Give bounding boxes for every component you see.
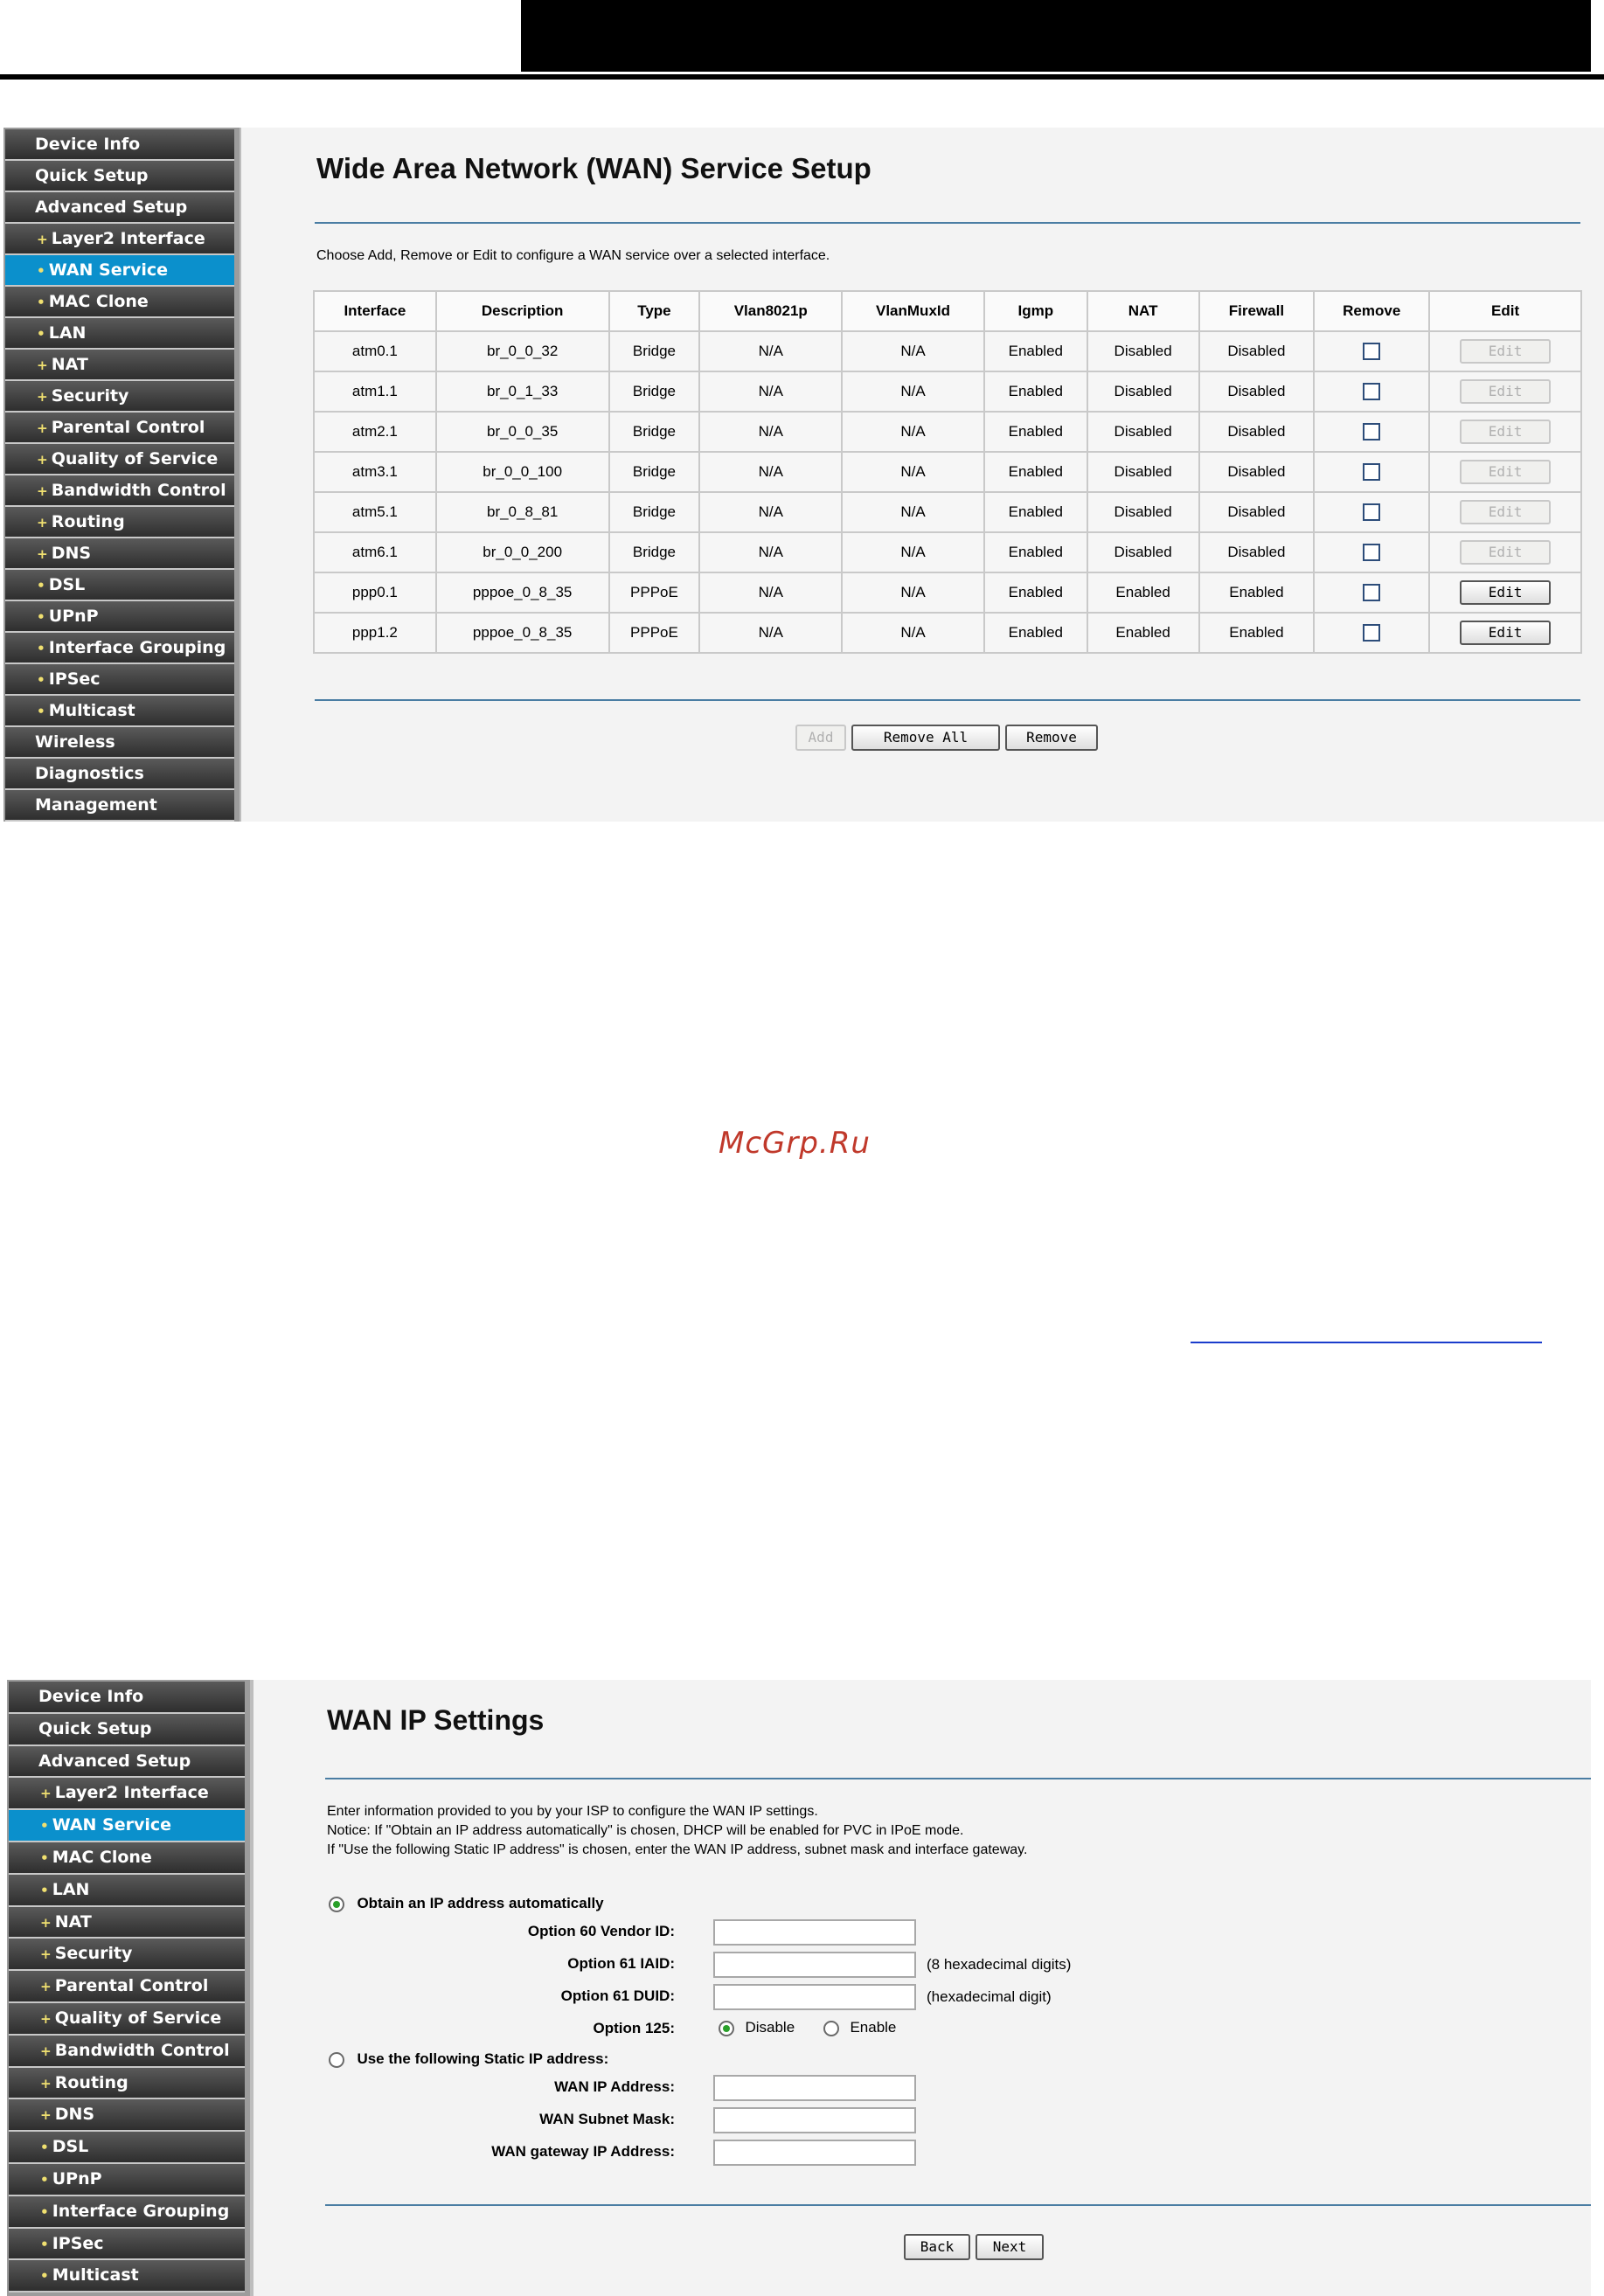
expand-icon: + xyxy=(40,1786,52,1802)
expand-icon: + xyxy=(37,232,48,247)
sidebar-item-label: Quality of Service xyxy=(54,2008,222,2028)
option60-label: Option 60 Vendor ID: xyxy=(527,1923,675,1939)
wan-ip-intro-3: If "Use the following Static IP address" is chosen, enter the WAN IP address, subnet mask and interface gateway. xyxy=(327,1842,1028,1857)
sidebar-item-interface-grouping[interactable] xyxy=(5,633,234,664)
expand-icon: + xyxy=(40,1979,52,1995)
option125-enable-label: Enable xyxy=(850,2019,897,2036)
cell-edit xyxy=(1429,613,1581,653)
cell-edit xyxy=(1429,452,1581,492)
cell-remove xyxy=(1314,371,1429,412)
cell-remove xyxy=(1314,452,1429,492)
cell-interface: atm0.1 xyxy=(314,331,436,371)
cell-vlan8021p: N/A xyxy=(699,331,842,371)
cell-type: Bridge xyxy=(609,452,700,492)
sidebar-item-label: MAC Clone xyxy=(52,1848,152,1867)
remove-checkbox[interactable] xyxy=(1363,463,1380,481)
cell-vlan8021p: N/A xyxy=(699,532,842,572)
cell-description: pppoe_0_8_35 xyxy=(436,572,609,613)
cell-remove xyxy=(1314,613,1429,653)
sidebar-item-label: Quality of Service xyxy=(51,449,219,468)
cell-interface: atm5.1 xyxy=(314,492,436,532)
obtain-auto-label: Obtain an IP address automatically xyxy=(357,1895,604,1911)
remove-checkbox[interactable] xyxy=(1363,383,1380,400)
title-divider xyxy=(315,222,1580,224)
wan-gateway-input[interactable] xyxy=(713,2140,916,2166)
page-title: Wide Area Network (WAN) Service Setup xyxy=(316,152,871,184)
cell-description: br_0_1_33 xyxy=(436,371,609,412)
wan-ip-intro-1: Enter information provided to you by your ISP to configure the WAN IP settings. xyxy=(327,1804,818,1819)
edit-button[interactable]: Edit xyxy=(1460,621,1551,645)
sidebar-item-label: IPSec xyxy=(52,2233,104,2253)
sidebar-item-parental-control[interactable] xyxy=(5,413,234,444)
sidebar2-item-interface-grouping[interactable] xyxy=(9,2196,245,2229)
sidebar-item-label: Security xyxy=(54,1944,133,1964)
bullet-icon: • xyxy=(37,641,45,656)
cell-type: Bridge xyxy=(609,371,700,412)
column-header-type: Type xyxy=(609,291,700,331)
sidebar-item-management[interactable] xyxy=(5,790,234,822)
bullet-icon: • xyxy=(40,1850,49,1866)
sidebar-item-wan-service[interactable] xyxy=(5,255,234,287)
table-row xyxy=(314,331,1581,371)
bullet-icon: • xyxy=(37,672,45,688)
sidebar-item-advanced-setup[interactable] xyxy=(5,192,234,224)
bullet-icon: • xyxy=(40,1818,49,1835)
cell-interface: ppp0.1 xyxy=(314,572,436,613)
sidebar-item-bandwidth-control[interactable] xyxy=(5,475,234,507)
sidebar-item-label: Security xyxy=(51,386,129,406)
option60-input[interactable] xyxy=(713,1919,916,1946)
sidebar-item-label: WAN Service xyxy=(52,1815,172,1835)
sidebar2-item-dsl[interactable] xyxy=(9,2132,245,2164)
sidebar2-item-bandwidth-control[interactable] xyxy=(9,2036,245,2068)
sidebar-item-ipsec[interactable] xyxy=(5,664,234,696)
sidebar-item-diagnostics[interactable] xyxy=(5,759,234,790)
sidebar2-item-routing[interactable] xyxy=(9,2068,245,2100)
sidebar-item-label: Parental Control xyxy=(51,418,205,437)
cell-type: Bridge xyxy=(609,412,700,452)
sidebar-item-label: LAN xyxy=(48,323,87,343)
cell-vlan8021p: N/A xyxy=(699,572,842,613)
option61-duid-hint: (hexadecimal digit) xyxy=(927,1988,1052,2005)
column-header-vlanmuxid: VlanMuxId xyxy=(842,291,984,331)
sidebar-item-label: NAT xyxy=(54,1911,92,1932)
sidebar2-item-device-info[interactable] xyxy=(9,1682,245,1714)
table-row xyxy=(314,371,1581,412)
expand-icon: + xyxy=(40,2043,52,2059)
cell-igmp: Enabled xyxy=(984,532,1087,572)
sidebar2-item-lan[interactable] xyxy=(9,1875,245,1907)
wan-ip-intro-2: Notice: If "Obtain an IP address automatically" is chosen, DHCP will be enabled for PVC in IPoE mode. xyxy=(327,1823,964,1838)
intro-text: Choose Add, Remove or Edit to configure a WAN service over a selected interface. xyxy=(316,248,830,263)
cell-nat: Disabled xyxy=(1087,371,1199,412)
cell-nat: Disabled xyxy=(1087,452,1199,492)
sidebar-item-label: Management xyxy=(35,795,157,815)
sidebar2-item-security[interactable] xyxy=(9,1939,245,1971)
cell-edit xyxy=(1429,532,1581,572)
table-divider xyxy=(315,699,1580,701)
cell-firewall: Enabled xyxy=(1199,613,1315,653)
remove-all-button[interactable]: Remove All xyxy=(851,725,1000,751)
sidebar-item-multicast[interactable] xyxy=(5,696,234,727)
cell-remove xyxy=(1314,532,1429,572)
cell-remove xyxy=(1314,331,1429,371)
option125-label: Option 125: xyxy=(593,2020,675,2036)
obtain-auto-option[interactable] xyxy=(329,1895,604,1912)
sidebar2-item-quick-setup[interactable] xyxy=(9,1714,245,1746)
sidebar-item-label: UPnP xyxy=(48,607,99,626)
sidebar2-item-multicast[interactable] xyxy=(9,2260,245,2293)
expand-icon: + xyxy=(40,2011,52,2027)
sidebar2-item-layer2-interface[interactable] xyxy=(9,1778,245,1810)
wan-service-table xyxy=(313,290,1582,654)
edit-button[interactable]: Edit xyxy=(1460,580,1551,605)
sidebar-top-screenshot xyxy=(3,128,243,822)
bullet-icon: • xyxy=(37,295,45,310)
column-header-vlan8021p: Vlan8021p xyxy=(699,291,842,331)
underline-rule xyxy=(1191,1342,1542,1343)
wan-gateway-label: WAN gateway IP Address: xyxy=(491,2143,675,2160)
cell-vlanmuxid: N/A xyxy=(842,613,984,653)
cell-type: PPPoE xyxy=(609,572,700,613)
bullet-icon: • xyxy=(37,609,45,625)
sidebar-item-quality-of-service[interactable] xyxy=(5,444,234,475)
cell-interface: ppp1.2 xyxy=(314,613,436,653)
cell-igmp: Enabled xyxy=(984,492,1087,532)
cell-type: Bridge xyxy=(609,331,700,371)
sidebar2-item-mac-clone[interactable] xyxy=(9,1842,245,1875)
remove-checkbox[interactable] xyxy=(1363,423,1380,440)
cell-edit xyxy=(1429,371,1581,412)
cell-interface: atm3.1 xyxy=(314,452,436,492)
sidebar-item-wireless[interactable] xyxy=(5,727,234,759)
wan-ip-divider xyxy=(325,1778,1591,1779)
sidebar2-item-advanced-setup[interactable] xyxy=(9,1746,245,1779)
cell-description: br_0_0_200 xyxy=(436,532,609,572)
bullet-icon: • xyxy=(40,2203,49,2220)
header-rule xyxy=(0,74,1604,80)
expand-icon: + xyxy=(37,420,48,436)
wan-subnet-mask-label: WAN Subnet Mask: xyxy=(539,2111,675,2127)
cell-type: PPPoE xyxy=(609,613,700,653)
wan-ip-address-input[interactable] xyxy=(713,2075,916,2101)
edit-button[interactable]: Edit xyxy=(1460,379,1551,404)
column-header-edit: Edit xyxy=(1429,291,1581,331)
cell-interface: atm2.1 xyxy=(314,412,436,452)
back-button[interactable]: Back xyxy=(904,2234,970,2260)
cell-edit xyxy=(1429,572,1581,613)
sidebar-item-dsl[interactable] xyxy=(5,570,234,601)
wan-ip-bottom-divider xyxy=(325,2204,1591,2206)
cell-firewall: Disabled xyxy=(1199,412,1315,452)
wan-subnet-mask-input[interactable] xyxy=(713,2107,916,2133)
use-static-option[interactable] xyxy=(329,2050,608,2068)
cell-firewall: Enabled xyxy=(1199,572,1315,613)
sidebar-item-label: DNS xyxy=(54,2105,95,2125)
add-button[interactable]: Add xyxy=(795,725,846,751)
column-header-firewall: Firewall xyxy=(1199,291,1315,331)
cell-igmp: Enabled xyxy=(984,331,1087,371)
sidebar-item-upnp[interactable] xyxy=(5,601,234,633)
option61-iaid-hint: (8 hexadecimal digits) xyxy=(927,1956,1072,1973)
cell-remove xyxy=(1314,492,1429,532)
sidebar-item-label: Advanced Setup xyxy=(38,1751,191,1771)
sidebar-item-label: Routing xyxy=(51,512,125,531)
sidebar-item-label: Routing xyxy=(54,2072,128,2092)
watermark: McGrp.Ru xyxy=(719,1126,871,1161)
sidebar2-item-upnp[interactable] xyxy=(9,2164,245,2196)
cell-firewall: Disabled xyxy=(1199,371,1315,412)
cell-vlanmuxid: N/A xyxy=(842,371,984,412)
remove-button[interactable]: Remove xyxy=(1005,725,1098,751)
cell-nat: Disabled xyxy=(1087,492,1199,532)
cell-vlanmuxid: N/A xyxy=(842,572,984,613)
bullet-icon: • xyxy=(37,263,45,279)
sidebar-item-label: Quick Setup xyxy=(35,166,149,185)
bullet-icon: • xyxy=(37,326,45,342)
sidebar-item-label: Multicast xyxy=(52,2265,139,2286)
use-static-label: Use the following Static IP address: xyxy=(357,2050,609,2067)
column-header-remove: Remove xyxy=(1314,291,1429,331)
expand-icon: + xyxy=(40,1914,52,1931)
cell-firewall: Disabled xyxy=(1199,331,1315,371)
cell-nat: Disabled xyxy=(1087,532,1199,572)
sidebar-item-label: WAN Service xyxy=(48,260,169,280)
cell-interface: atm1.1 xyxy=(314,371,436,412)
wan-ip-address-label: WAN IP Address: xyxy=(554,2078,675,2095)
sidebar-item-label: IPSec xyxy=(48,669,101,689)
option125-disable-radio[interactable] xyxy=(719,2021,734,2036)
sidebar-item-nat[interactable] xyxy=(5,350,234,381)
cell-vlanmuxid: N/A xyxy=(842,492,984,532)
bullet-icon: • xyxy=(37,578,45,593)
cell-vlan8021p: N/A xyxy=(699,452,842,492)
edit-button[interactable]: Edit xyxy=(1460,460,1551,484)
sidebar2-item-ipsec[interactable] xyxy=(9,2229,245,2261)
remove-checkbox[interactable] xyxy=(1363,544,1380,561)
cell-nat: Enabled xyxy=(1087,613,1199,653)
column-header-igmp: Igmp xyxy=(984,291,1087,331)
option125-disable[interactable] xyxy=(719,2019,795,2036)
sidebar-item-label: DSL xyxy=(48,575,86,594)
cell-nat: Enabled xyxy=(1087,572,1199,613)
sidebar-item-label: Quick Setup xyxy=(38,1718,152,1738)
bullet-icon: • xyxy=(40,1882,49,1898)
cell-firewall: Disabled xyxy=(1199,532,1315,572)
column-header-interface: Interface xyxy=(314,291,436,331)
cell-vlanmuxid: N/A xyxy=(842,532,984,572)
cell-edit xyxy=(1429,412,1581,452)
sidebar-item-label: Bandwidth Control xyxy=(54,2040,230,2060)
sidebar-item-layer2-interface[interactable] xyxy=(5,224,234,255)
option125-enable[interactable] xyxy=(823,2019,896,2036)
sidebar-item-label: Parental Control xyxy=(54,1976,209,1996)
remove-checkbox[interactable] xyxy=(1363,343,1380,360)
sidebar2-item-parental-control[interactable] xyxy=(9,1971,245,2003)
sidebar2-item-quality-of-service[interactable] xyxy=(9,2003,245,2036)
edit-button[interactable]: Edit xyxy=(1460,500,1551,524)
column-header-nat: NAT xyxy=(1087,291,1199,331)
bullet-icon: • xyxy=(40,2140,49,2156)
sidebar-item-dns[interactable] xyxy=(5,538,234,570)
sidebar2-item-wan-service[interactable] xyxy=(9,1810,245,1842)
sidebar-item-label: LAN xyxy=(52,1879,90,1899)
sidebar-item-label: MAC Clone xyxy=(48,292,149,311)
expand-icon: + xyxy=(40,2107,52,2124)
column-header-description: Description xyxy=(436,291,609,331)
sidebar-item-label: Layer2 Interface xyxy=(54,1783,209,1803)
sidebar-item-routing[interactable] xyxy=(5,507,234,538)
expand-icon: + xyxy=(37,452,48,468)
cell-remove xyxy=(1314,412,1429,452)
sidebar2-item-nat[interactable] xyxy=(9,1907,245,1939)
sidebar-item-label: UPnP xyxy=(52,2169,102,2188)
sidebar-item-label: Wireless xyxy=(35,732,115,752)
table-row xyxy=(314,452,1581,492)
sidebar-item-label: Interface Grouping xyxy=(48,638,226,657)
cell-vlan8021p: N/A xyxy=(699,613,842,653)
use-static-radio[interactable] xyxy=(329,2052,344,2068)
table-row xyxy=(314,572,1581,613)
cell-igmp: Enabled xyxy=(984,613,1087,653)
cell-type: Bridge xyxy=(609,532,700,572)
cell-description: pppoe_0_8_35 xyxy=(436,613,609,653)
sidebar-item-label: Layer2 Interface xyxy=(51,229,205,248)
table-row xyxy=(314,613,1581,653)
bullet-icon: • xyxy=(40,2236,49,2252)
sidebar-bottom-screenshot xyxy=(7,1680,253,2296)
cell-type: Bridge xyxy=(609,492,700,532)
cell-vlanmuxid: N/A xyxy=(842,452,984,492)
sidebar-item-security[interactable] xyxy=(5,381,234,413)
edit-button[interactable]: Edit xyxy=(1460,339,1551,364)
option61-duid-input[interactable] xyxy=(713,1984,916,2010)
remove-checkbox[interactable] xyxy=(1363,503,1380,521)
table-row xyxy=(314,532,1581,572)
cell-vlan8021p: N/A xyxy=(699,371,842,412)
edit-button[interactable]: Edit xyxy=(1460,540,1551,565)
sidebar-item-label: DSL xyxy=(52,2137,89,2157)
cell-firewall: Disabled xyxy=(1199,452,1315,492)
expand-icon: + xyxy=(40,1946,52,1963)
table-row xyxy=(314,412,1581,452)
sidebar2-item-dns[interactable] xyxy=(9,2099,245,2132)
expand-icon: + xyxy=(40,2075,52,2091)
option125-disable-label: Disable xyxy=(745,2019,795,2036)
sidebar-item-lan[interactable] xyxy=(5,318,234,350)
cell-nat: Disabled xyxy=(1087,331,1199,371)
option125-enable-radio[interactable] xyxy=(823,2021,839,2036)
cell-igmp: Enabled xyxy=(984,572,1087,613)
sidebar-item-label: Multicast xyxy=(48,701,135,720)
next-button[interactable]: Next xyxy=(976,2234,1044,2260)
cell-igmp: Enabled xyxy=(984,452,1087,492)
cell-vlanmuxid: N/A xyxy=(842,412,984,452)
sidebar-item-label: Advanced Setup xyxy=(35,198,188,217)
sidebar-item-device-info[interactable] xyxy=(5,129,234,161)
sidebar-item-label: Interface Grouping xyxy=(52,2201,230,2221)
sidebar-item-label: NAT xyxy=(51,355,88,374)
cell-vlan8021p: N/A xyxy=(699,492,842,532)
option61-iaid-label: Option 61 IAID: xyxy=(567,1955,675,1972)
bullet-icon: • xyxy=(37,704,45,719)
cell-remove xyxy=(1314,572,1429,613)
sidebar-item-mac-clone[interactable] xyxy=(5,287,234,318)
expand-icon: + xyxy=(37,546,48,562)
sidebar-item-label: Device Info xyxy=(38,1687,144,1706)
cell-description: br_0_8_81 xyxy=(436,492,609,532)
cell-description: br_0_0_32 xyxy=(436,331,609,371)
expand-icon: + xyxy=(37,357,48,373)
sidebar-item-quick-setup[interactable] xyxy=(5,161,234,192)
expand-icon: + xyxy=(37,483,48,499)
expand-icon: + xyxy=(37,389,48,405)
cell-description: br_0_0_100 xyxy=(436,452,609,492)
cell-igmp: Enabled xyxy=(984,371,1087,412)
wan-ip-title: WAN IP Settings xyxy=(327,1704,545,1736)
table-row xyxy=(314,492,1581,532)
cell-edit xyxy=(1429,331,1581,371)
option61-iaid-input[interactable] xyxy=(713,1952,916,1978)
sidebar-item-label: DNS xyxy=(51,544,92,563)
obtain-auto-radio[interactable] xyxy=(329,1897,344,1912)
cell-nat: Disabled xyxy=(1087,412,1199,452)
sidebar-item-label: Diagnostics xyxy=(35,764,144,783)
cell-igmp: Enabled xyxy=(984,412,1087,452)
cell-interface: atm6.1 xyxy=(314,532,436,572)
edit-button[interactable]: Edit xyxy=(1460,420,1551,444)
header-bar xyxy=(521,0,1591,72)
sidebar-item-label: Device Info xyxy=(35,135,141,154)
cell-edit xyxy=(1429,492,1581,532)
expand-icon: + xyxy=(37,515,48,531)
remove-checkbox[interactable] xyxy=(1363,624,1380,642)
bullet-icon: • xyxy=(40,2172,49,2188)
cell-vlan8021p: N/A xyxy=(699,412,842,452)
bullet-icon: • xyxy=(40,2268,49,2285)
option61-duid-label: Option 61 DUID: xyxy=(560,1987,675,2004)
cell-description: br_0_0_35 xyxy=(436,412,609,452)
sidebar-item-label: Bandwidth Control xyxy=(51,481,226,500)
cell-vlanmuxid: N/A xyxy=(842,331,984,371)
table-header-row xyxy=(314,291,1581,331)
remove-checkbox[interactable] xyxy=(1363,584,1380,601)
cell-firewall: Disabled xyxy=(1199,492,1315,532)
